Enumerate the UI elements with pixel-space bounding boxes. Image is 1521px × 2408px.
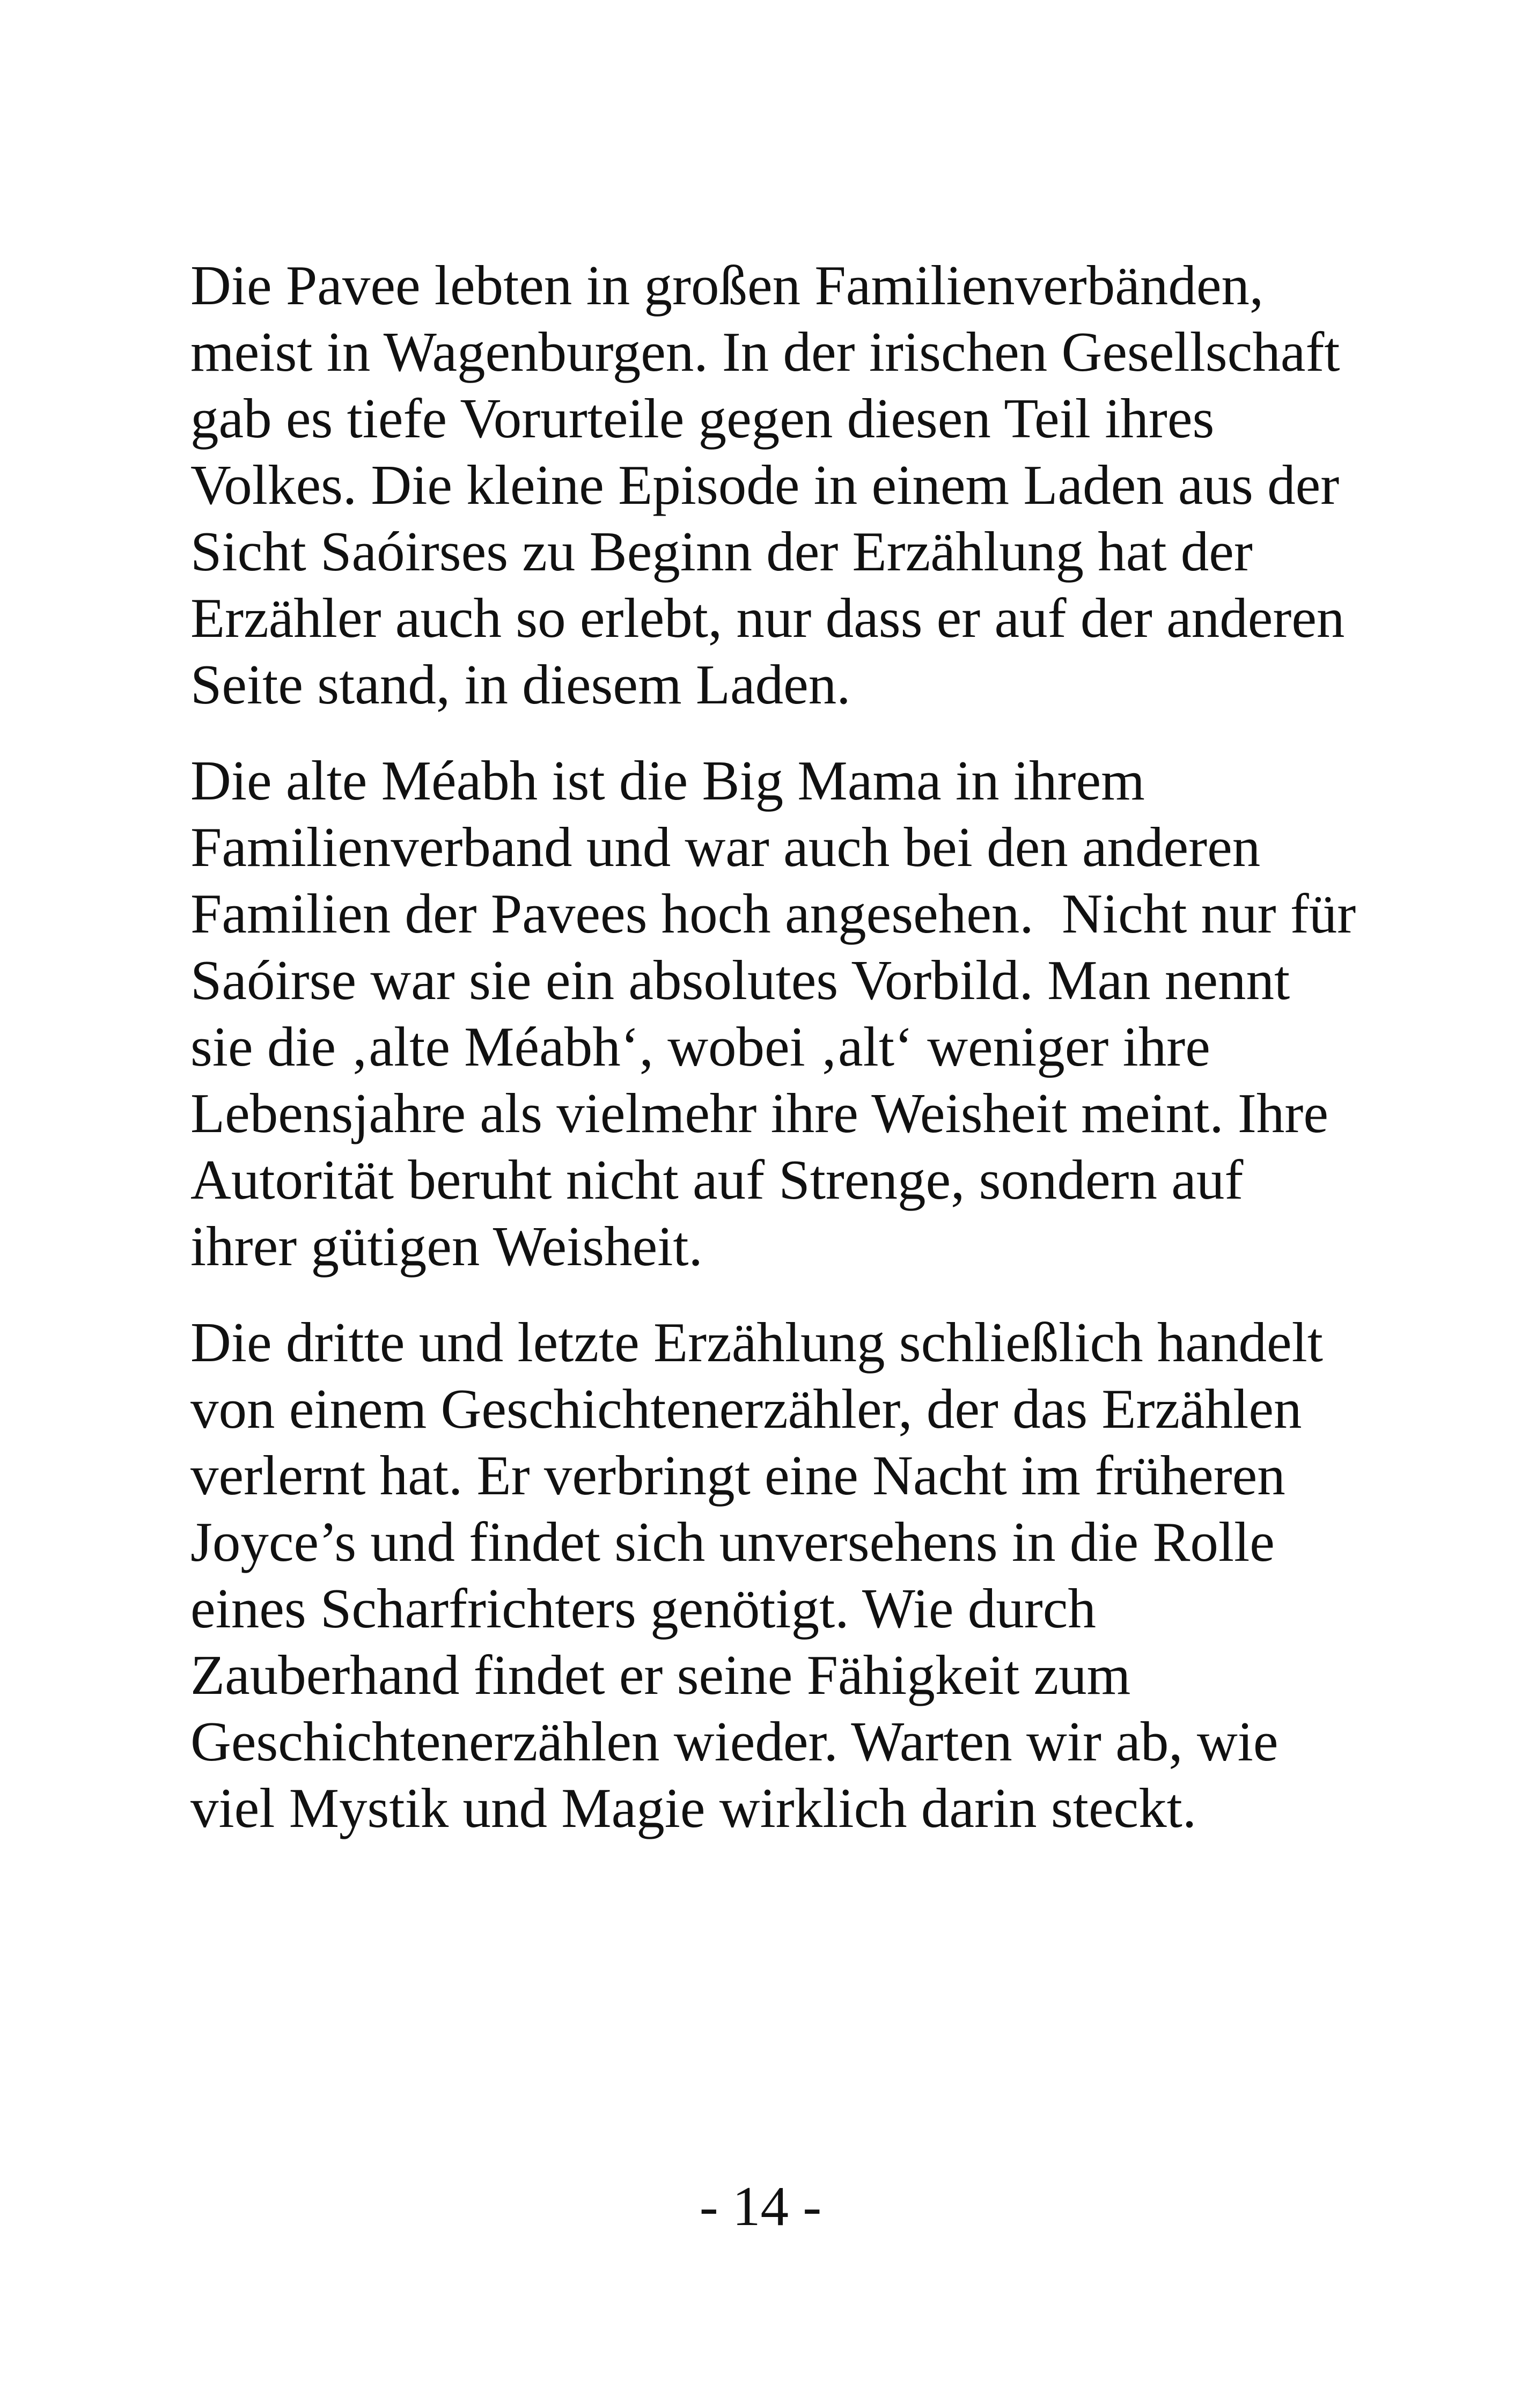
text-line: Joyce’s und findet sich unversehens in die Rolle [190,1510,1275,1573]
text-line: Zauberhand findet er seine Fähigkeit zum [190,1643,1131,1706]
text-line: Familien der Pavees hoch angesehen. Nicht nur für [190,882,1356,945]
text-line: Erzähler auch so erlebt, nur dass er auf der anderen [190,586,1345,649]
paragraph-pavee [190,252,1478,718]
text-line: meist in Wagenburgen. In der irischen Gesellschaft [190,320,1340,383]
text-line: Familienverband und war auch bei den anderen [190,816,1261,878]
paragraph-storyteller [190,1309,1478,1841]
text-line: von einem Geschichtenerzähler, der das Erzählen [190,1377,1302,1440]
text-line: ihrer gütigen Weisheit. [190,1215,703,1278]
text-line: Sicht Saóirses zu Beginn der Erzählung hat der [190,520,1253,583]
page-number: - 14 - [699,2175,822,2237]
text-line: Die dritte und letzte Erzählung schließlich handelt [190,1311,1323,1374]
text-line: Die Pavee lebten in großen Familienverbänden, [190,254,1264,317]
text-line: Saóirse war sie ein absolutes Vorbild. Man nennt [190,949,1290,1011]
text-line: eines Scharfrichters genötigt. Wie durch [190,1577,1096,1640]
text-line: Geschichtenerzählen wieder. Warten wir ab, wie [190,1710,1278,1773]
text-line: gab es tiefe Vorurteile gegen diesen Teil ihres [190,387,1215,450]
text-line: verlernt hat. Er verbringt eine Nacht im früheren [190,1444,1285,1507]
paragraph-meabh [190,747,1478,1280]
text-line: Autorität beruht nicht auf Strenge, sondern auf [190,1148,1244,1211]
text-body [190,252,1478,1871]
text-line: Volkes. Die kleine Episode in einem Laden aus der [190,453,1340,516]
text-line: sie die ‚alte Méabh‘, wobei ‚alt‘ weniger ihre [190,1015,1210,1078]
text-line: Seite stand, in diesem Laden. [190,653,851,716]
text-line: Die alte Méabh ist die Big Mama in ihrem [190,749,1145,812]
text-line: Lebensjahre als vielmehr ihre Weisheit meint. Ihre [190,1082,1328,1144]
text-line: viel Mystik und Magie wirklich darin steckt. [190,1776,1197,1839]
